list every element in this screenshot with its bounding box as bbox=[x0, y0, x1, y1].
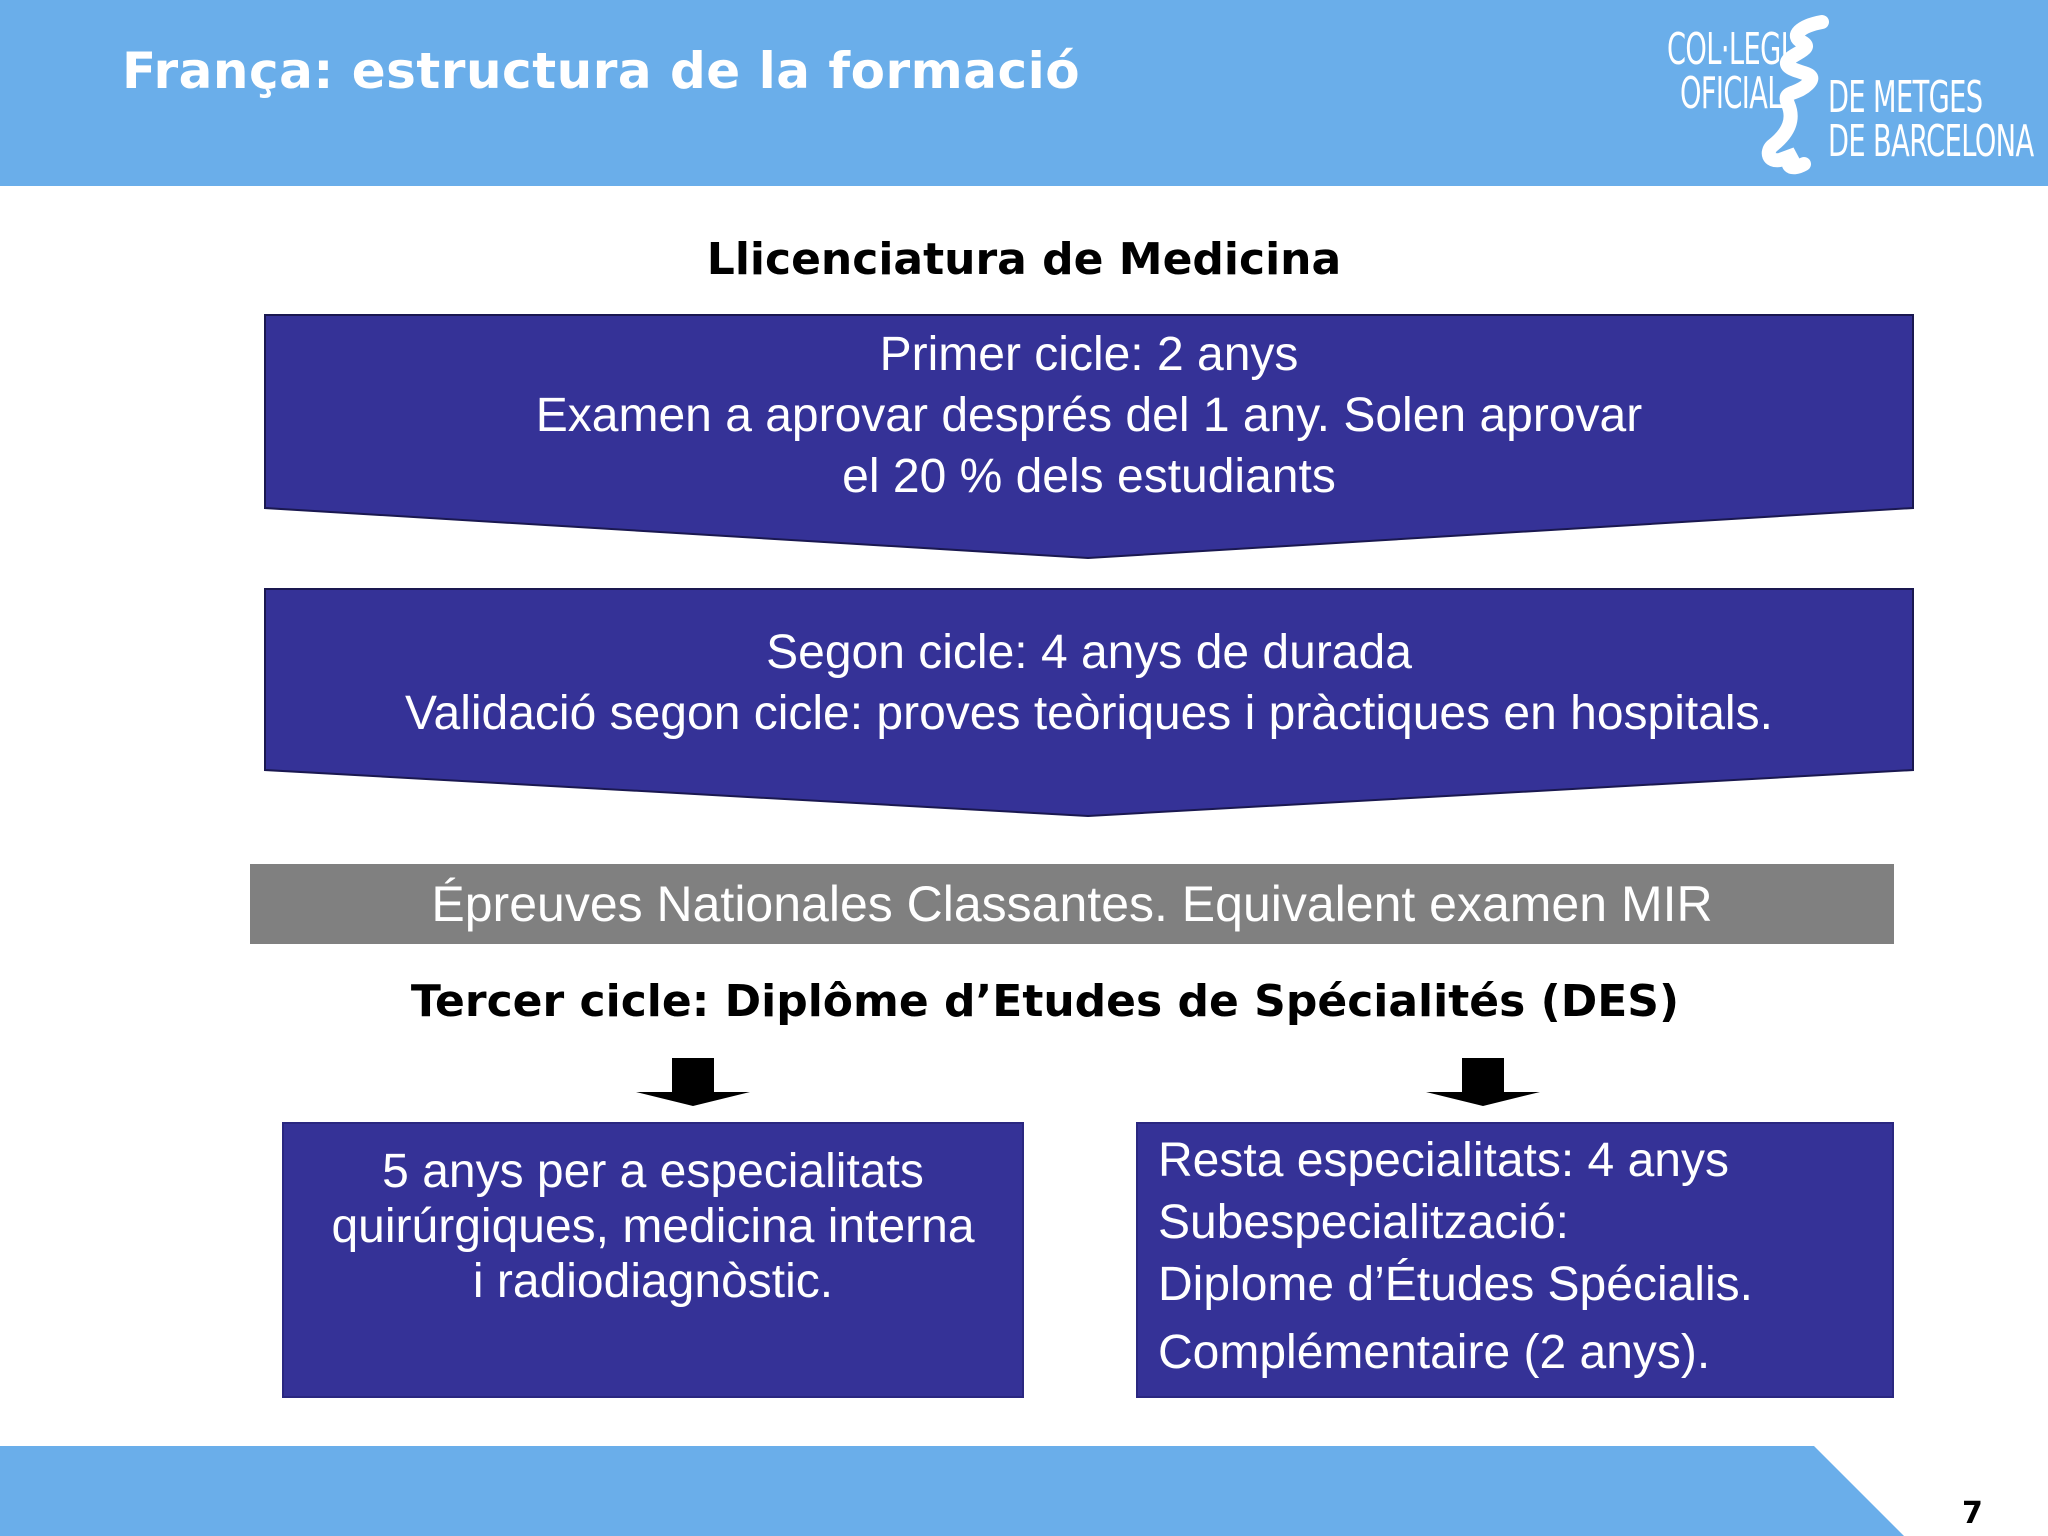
first-cycle-line-1: Primer cicle: 2 anys bbox=[879, 328, 1299, 381]
left-box-line-1: 5 anys per a especialitats bbox=[382, 1145, 924, 1198]
right-specialties-box bbox=[1136, 1122, 1894, 1398]
down-arrow-right-icon bbox=[1426, 1058, 1540, 1108]
second-cycle-text bbox=[264, 622, 1914, 744]
right-box-line-4: Complémentaire (2 anys). bbox=[1158, 1326, 1711, 1379]
right-box-line-3: Diplome d’Études Spécialis. bbox=[1158, 1258, 1753, 1311]
left-box-line-3: i radiodiagnòstic. bbox=[472, 1255, 834, 1308]
logo-line-3: DE METGES bbox=[1828, 72, 1983, 123]
page-number: 7 bbox=[1962, 1496, 1983, 1531]
first-cycle-text bbox=[264, 324, 1914, 507]
footer-bar bbox=[0, 1446, 2048, 1536]
down-arrow-left-icon bbox=[636, 1058, 750, 1108]
heading-third-cycle: Tercer cicle: Diplôme d’Etudes de Spécialités (DES) bbox=[410, 976, 1680, 1027]
right-box-line-2: Subespecialització: bbox=[1158, 1196, 1569, 1249]
header-bar bbox=[0, 0, 2048, 186]
exam-bar bbox=[250, 864, 1894, 944]
right-box-line-1: Resta especialitats: 4 anys bbox=[1158, 1134, 1729, 1187]
logo-line-4: DE BARCELONA bbox=[1828, 116, 2034, 167]
exam-bar-text: Épreuves Nationales Classantes. Equivalent examen MIR bbox=[431, 876, 1713, 932]
heading-llicenciatura: Llicenciatura de Medicina bbox=[706, 234, 1342, 285]
left-box-line-2: quirúrgiques, medicina interna bbox=[331, 1200, 975, 1253]
logo-line-1: COL·LEGI bbox=[1667, 24, 1789, 75]
second-cycle-line-1: Segon cicle: 4 anys de durada bbox=[766, 626, 1412, 679]
logo-line-2: OFICIAL bbox=[1680, 68, 1782, 119]
second-cycle-line-2: Validació segon cicle: proves teòriques i pràctiques en hospitals. bbox=[405, 687, 1773, 740]
first-cycle-line-2: Examen a aprovar després del 1 any. Solen aprovar bbox=[535, 389, 1643, 442]
slide-title: França: estructura de la formació bbox=[122, 42, 1081, 100]
right-box-text bbox=[1158, 1130, 1753, 1384]
left-box-text bbox=[284, 1144, 1022, 1309]
logo bbox=[1660, 10, 2034, 180]
left-specialties-box bbox=[282, 1122, 1024, 1398]
first-cycle-line-3: el 20 % dels estudiants bbox=[842, 450, 1336, 503]
